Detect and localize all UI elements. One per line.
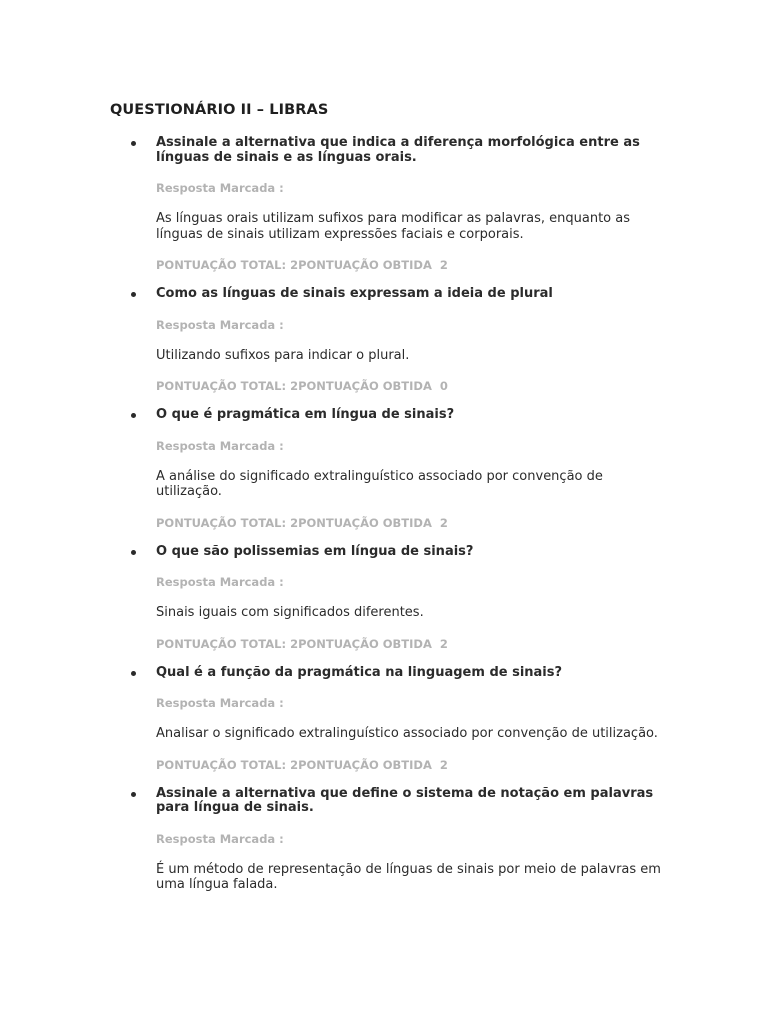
question-text: Assinale a alternativa que define o sistema de notação em palavras para língua de sinais. (156, 785, 654, 815)
answer-label: Resposta Marcada : (156, 317, 284, 332)
question-text: O que são polissemias em língua de sinais? (156, 543, 474, 559)
score-text: PONTUAÇÃO TOTAL: 2PONTUAÇÃO OBTIDA 2 (156, 515, 448, 530)
answer-text: Analisar o significado extralinguístico associado por convenção de utilização. (156, 726, 658, 741)
bullet-icon (131, 671, 136, 676)
bullet-icon (131, 413, 136, 418)
score-text: PONTUAÇÃO TOTAL: 2PONTUAÇÃO OBTIDA 0 (156, 379, 448, 393)
bullet-icon (131, 550, 136, 555)
answer-text: É um método de representação de línguas de sinais por meio de palavras em uma língua falada. (156, 861, 661, 892)
question-item (110, 287, 670, 393)
answer-text: Utilizando sufixos para indicar o plural. (156, 347, 410, 363)
answer-label: Resposta Marcada : (156, 438, 284, 453)
question-item (110, 136, 670, 272)
answer-label: Resposta Marcada : (156, 181, 284, 195)
question-list (110, 136, 670, 893)
score-text: PONTUAÇÃO TOTAL: 2PONTUAÇÃO OBTIDA 2 (156, 636, 448, 651)
answer-text: A análise do significado extralinguístico associado por convenção de utilização. (156, 468, 603, 499)
question-item (110, 545, 670, 651)
answer-text: Sinais iguais com significados diferentes. (156, 605, 424, 620)
page-title: QUESTIONÁRIO II – LIBRAS (110, 102, 329, 118)
bullet-icon (131, 792, 136, 797)
bullet-icon (131, 141, 136, 146)
question-item (110, 666, 670, 772)
score-text: PONTUAÇÃO TOTAL: 2PONTUAÇÃO OBTIDA 2 (156, 757, 448, 772)
question-item (110, 787, 670, 893)
question-text: O que é pragmática em língua de sinais? (156, 407, 455, 422)
question-text: Assinale a alternativa que indica a diferença morfológica entre as línguas de sinais e as línguas orais. (156, 135, 640, 165)
answer-text: As línguas orais utilizam sufixos para modificar as palavras, enquanto as línguas de sinais utilizam expressões faciais e corporais. (156, 211, 631, 242)
answer-label: Resposta Marcada : (156, 831, 284, 846)
score-text: PONTUAÇÃO TOTAL: 2PONTUAÇÃO OBTIDA 2 (156, 258, 448, 272)
question-item (110, 408, 670, 530)
question-text: Qual é a função da pragmática na linguagem de sinais? (156, 664, 563, 680)
document-page (110, 102, 670, 908)
answer-label: Resposta Marcada : (156, 575, 284, 589)
bullet-icon (131, 292, 136, 297)
question-text: Como as línguas de sinais expressam a ideia de plural (156, 286, 553, 301)
answer-label: Resposta Marcada : (156, 696, 284, 710)
